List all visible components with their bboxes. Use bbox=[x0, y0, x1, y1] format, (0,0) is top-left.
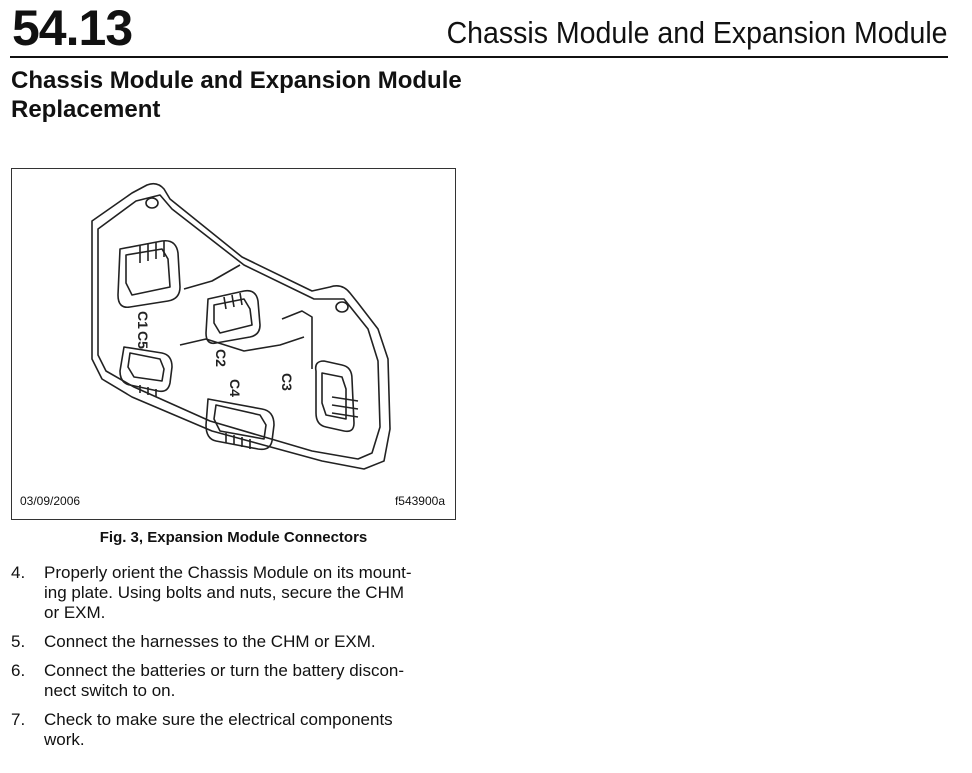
step-text-line: work. bbox=[44, 730, 85, 749]
connector-c2-shape bbox=[206, 291, 260, 344]
step-text-line: or EXM. bbox=[44, 603, 106, 622]
connector-label-c1: C1 bbox=[135, 311, 151, 329]
header-rule bbox=[10, 56, 948, 58]
figure-date: 03/09/2006 bbox=[20, 494, 81, 508]
page-title bbox=[11, 66, 462, 124]
connector-c5-shape bbox=[120, 347, 172, 397]
procedure-steps bbox=[11, 563, 461, 759]
connector-label-c3: C3 bbox=[279, 373, 295, 391]
step-item bbox=[11, 632, 461, 652]
step-text-line: Properly orient the Chassis Module on its mount- bbox=[44, 563, 412, 582]
mount-hole-top bbox=[146, 198, 158, 208]
step-text-line: ing plate. Using bolts and nuts, secure the CHM bbox=[44, 583, 405, 602]
section-number: 54.13 bbox=[12, 0, 133, 56]
step-text-line: Check to make sure the electrical components bbox=[44, 710, 393, 729]
step-item bbox=[11, 710, 461, 750]
divider-ridge-1 bbox=[184, 265, 240, 289]
mount-hole-right bbox=[336, 302, 348, 312]
connector-label-c4: C4 bbox=[227, 379, 243, 397]
section-title: Chassis Module and Expansion Module bbox=[447, 15, 948, 50]
connector-c3-shape bbox=[316, 361, 358, 431]
connector-label-c2: C2 bbox=[213, 349, 229, 367]
connector-label-c5: C5 bbox=[135, 331, 151, 349]
page-title-line-1: Chassis Module and Expansion Module bbox=[11, 67, 462, 94]
figure-frame bbox=[11, 168, 456, 520]
step-text-line: Connect the harnesses to the CHM or EXM. bbox=[44, 632, 376, 651]
figure-id: f543900a bbox=[394, 494, 445, 508]
module-illustration bbox=[12, 169, 457, 521]
step-item bbox=[11, 661, 461, 701]
connector-c1-shape bbox=[118, 241, 180, 308]
page-title-line-2: Replacement bbox=[11, 96, 161, 123]
step-number: 4. bbox=[11, 563, 26, 582]
step-number: 5. bbox=[11, 632, 26, 651]
step-number: 6. bbox=[11, 661, 26, 680]
step-item bbox=[11, 563, 461, 623]
figure-caption: Fig. 3, Expansion Module Connectors bbox=[99, 529, 368, 546]
step-text-line: Connect the batteries or turn the battery discon- bbox=[44, 661, 405, 680]
step-number: 7. bbox=[11, 710, 26, 729]
step-text-line: nect switch to on. bbox=[44, 681, 176, 700]
connector-c4-shape bbox=[206, 399, 274, 449]
